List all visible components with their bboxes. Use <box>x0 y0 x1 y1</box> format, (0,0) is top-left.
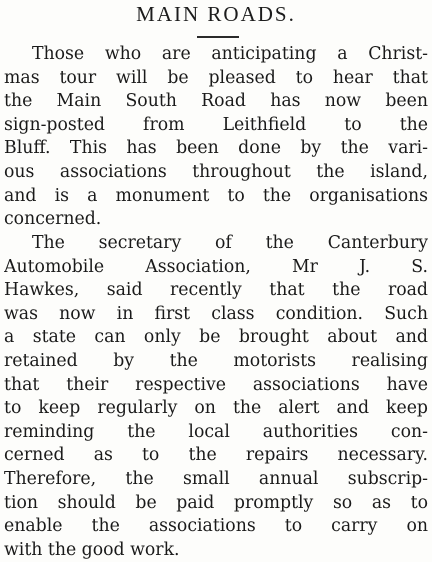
text-line: mas tour will be pleased to hear that <box>4 67 428 88</box>
text-line: and is a monument to the organisations <box>4 185 428 206</box>
text-line: the Main South Road has now been <box>4 91 428 112</box>
text-line: Hawkes, said recently that the road <box>4 280 428 301</box>
text-line: cerned as to the repairs necessary. <box>4 445 428 466</box>
text-line: that their respective associations have <box>4 374 428 395</box>
text-line: with the good work. <box>4 539 180 560</box>
text-line: Automobile Association, Mr J. S. <box>4 256 428 277</box>
text-line: was now in first class condition. Such <box>4 303 428 324</box>
text-line: retained by the motorists realising <box>4 350 428 371</box>
text-line: reminding the local authorities con- <box>4 421 428 442</box>
text-line: sign-posted from Leithfield to the <box>4 114 428 135</box>
text-line: Those who are anticipating a Christ- <box>32 44 428 64</box>
text-line: Therefore, the small annual subscrip- <box>4 468 428 489</box>
paragraph-2 <box>4 232 428 562</box>
text-line: The secretary of the Canterbury <box>32 233 428 253</box>
text-line: concerned. <box>4 209 102 230</box>
paragraph-1 <box>4 43 428 232</box>
text-line: Bluff. This has been done by the vari- <box>4 138 428 159</box>
headline-divider <box>197 36 239 38</box>
text-line: to keep regularly on the alert and keep <box>4 398 428 419</box>
text-line: ous associations throughout the island, <box>4 161 428 182</box>
text-line: enable the associations to carry on <box>4 516 428 537</box>
headline: MAIN ROADS. <box>136 2 296 26</box>
text-line: tion should be paid promptly so as to <box>4 492 428 513</box>
text-line: a state can only be brought about and <box>4 327 428 348</box>
